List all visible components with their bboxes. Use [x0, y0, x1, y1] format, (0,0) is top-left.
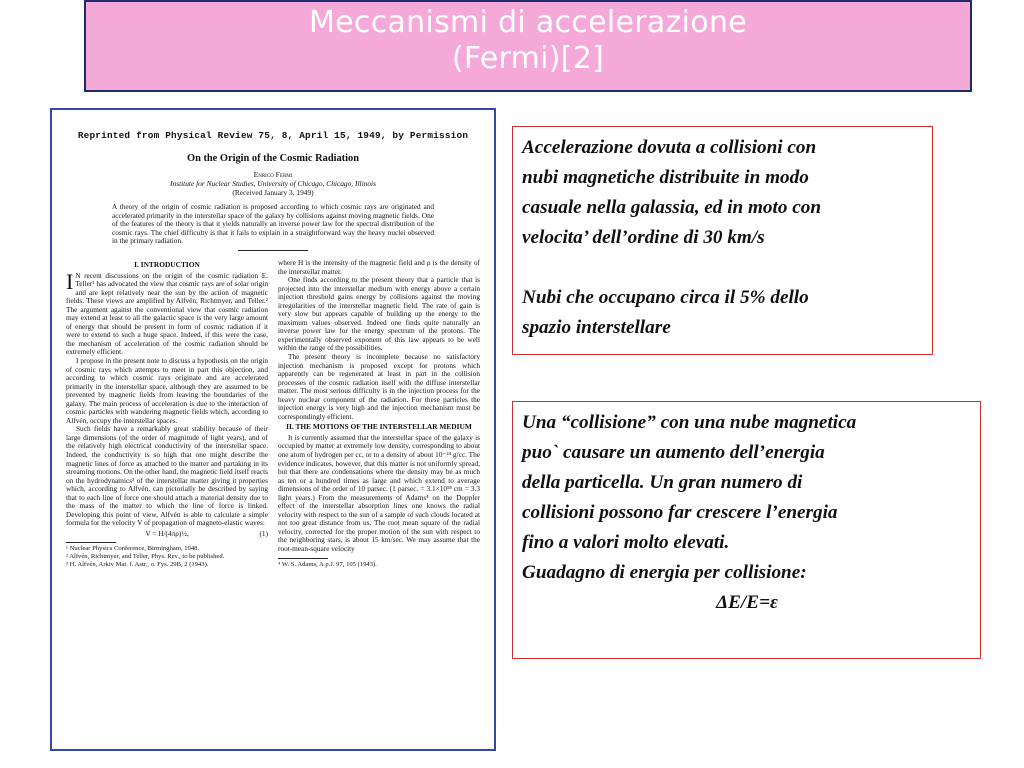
equation-text: V = H/(4πρ)½,	[145, 528, 189, 538]
note-line: nubi magnetiche distribuite in modo	[522, 167, 809, 188]
article-affiliation: Institute for Nuclear Studies, University of Chicago, Chicago, Illinois	[170, 179, 376, 188]
footnote: ³ H. Alfvén, Arkiv Mat. f. Astr., o. Fys. 29B, 2 (1943).	[66, 560, 209, 568]
note-box-acceleration	[512, 126, 933, 355]
note-line: casuale nella galassia, ed in moto con	[522, 197, 822, 218]
paragraph-text: N recent discussions on the origin of the cosmic radiation E. Teller¹ has advocated the view that cosmic rays are of solar origin and are kept relatively near the sun by the action of magnetic fields. These views are amplified by Alfvén, Richtmyer, and Teller.² The argument against the conventional view that cosmic radiation may extend at least to all the galactic space is the very large amount of energy that should be present in form of cosmic radiation if it were to extend to such a huge space. Indeed, if this were the case, the mechanism of acceleration of the cosmic radiation should be extremely efficient.	[66, 270, 268, 357]
note-line: collisioni possono far crescere l’energia	[522, 502, 838, 523]
footnote: ¹ Nuclear Physics Conference, Birmingham, 1948.	[66, 545, 200, 553]
note-line: fino a valori molto elevati.	[522, 532, 730, 553]
abstract-divider	[238, 250, 308, 251]
article-received-date: (Received January 3, 1949)	[232, 188, 314, 197]
article-paragraph: One finds according to the present theory that a particle that is projected into the interstellar medium with energy above a certain injection threshold gains energy by collisions against the moving irregularities of the interstellar magnetic field. The rate of gain is very slow but appears capable of building up the energy to the maximum values observed. Indeed one finds quite naturally an inverse power law for the energy spectrum of the protons. The experimentally observed exponent of this law appears to be well within the range of the possibilities.	[278, 275, 480, 353]
footnote: ² Alfvén, Richtmyer, and Teller, Phys. Rev., to be published.	[66, 553, 225, 561]
note-line: spazio interstellare	[522, 317, 671, 338]
note-line: Nubi che occupano circa il 5% dello	[522, 287, 809, 308]
note-line: Accelerazione dovuta a collisioni con	[522, 137, 817, 158]
equation-number: (1)	[259, 528, 268, 538]
article-abstract: A theory of the origin of cosmic radiation is proposed according to which cosmic rays are originated and accelerated primarily in the interstellar space of the galaxy by collisions against moving magnetic fields. One of the features of the theory is that it yields naturally an inverse power law for the spectral distribution of the cosmic rays. The chief difficulty is that it fails to explain in a straightforward way the heavy nuclei observed in the primary radiation.	[112, 202, 434, 246]
footnote-divider	[278, 558, 328, 559]
note-line: puo` causare un aumento dell’energia	[522, 442, 825, 463]
note-line: della particella. Un gran numero di	[522, 472, 803, 493]
note-box-collision	[512, 401, 981, 659]
article-right-column	[278, 259, 480, 568]
reprint-notice: Reprinted from Physical Review 75, 8, April 15, 1949, by Permission	[77, 130, 469, 141]
drop-cap: I	[66, 268, 74, 294]
article-paragraph: I propose in the present note to discuss a hypothesis on the origin of cosmic rays which attempts to meet in part this objection, and according to which cosmic rays originate and are accelerated primarily in the interstellar space, although they are assumed to be prevented by magnetic fields from leaving the boundaries of the galaxy. The main process of acceleration is due to the interaction of cosmic particles with wandering magnetic fields which, according to Alfvén, occupy the interstellar spaces.	[66, 355, 268, 425]
slide-title-line2: (Fermi)[2]	[451, 41, 605, 76]
article-paragraph: Such fields have a remarkably great stability because of their large dimensions (of the order of magnitude of light years), and of the relatively high electrical conductivity of the interstellar space. Indeed, the conductivity is so high that one might describe the magnetic lines of force as attached to the matter and partaking in its streaming motions. On the other hand, the magnetic field itself reacts on the hydrodynamics³ of the interstellar matter giving it properties which, according to Alfvén, can pictorially be described by saying that to each line of force one should attach a material density due to the mass of the matter to which the line of force is linked. Developing this point of view, Alfvén is able to calculate a simple formula for the velocity V of propagation of magneto-elastic waves:	[66, 424, 268, 528]
note-line: Guadagno di energia per collisione:	[522, 562, 807, 583]
article-paragraph: where H is the intensity of the magnetic field and ρ is the density of the interstellar matter.	[278, 257, 480, 276]
slide-title-bar	[84, 0, 972, 92]
article-left-column	[66, 259, 268, 568]
article-paragraph	[66, 268, 268, 357]
energy-gain-formula: ΔE/E=ε	[716, 592, 778, 613]
article-paragraph: The present theory is incomplete because no satisfactory injection mechanism is proposed except for protons which apparently can be regenerated at least in part in the collision processes of the cosmic radiation itself with the diffuse interstellar matter. The most serious difficulty is in the injection process for the heavy nuclear component of the radiation. For these particles the injection energy is very high and the injection mechanism must be correspondingly efficient.	[278, 351, 480, 421]
note-spacer	[522, 253, 924, 283]
scanned-article-page	[50, 108, 496, 751]
article-columns	[66, 259, 480, 568]
section-heading-introduction: I. INTRODUCTION	[134, 259, 200, 269]
note-line: velocita’ dell’ordine di 30 km/s	[522, 227, 765, 248]
footnote-divider	[66, 542, 116, 543]
article-title: On the Origin of the Cosmic Radiation	[186, 153, 360, 164]
article-paragraph: It is currently assumed that the interstellar space of the galaxy is occupied by matter at extremely low density, corresponding to about one atom of hydrogen per cc, or to a density of about 10⁻²⁴ g/cc. The evidence indicates, however, that this matter is not uniformly spread, but that there are condensations where the density may be as much as ten or a hundred times as large and which extend to average dimensions of the order of 10 parsec. (1 parsec. = 3.1×10¹⁸ cm = 3.3 light years.) From the measurements of Adams⁴ on the Doppler effect of the interstellar absorption lines one knows the radial velocity with respect to the sun of a sample of such clouds located at not too great distance from us. The root mean square of the radial velocity, corrected for the proper motion of the sun with respect to the neighboring stars, is about 15 km/sec. We may assume that the root-mean-square velocity	[278, 432, 480, 554]
note-line: Una “collisione” con una nube magnetica	[522, 412, 857, 433]
footnote: ⁴ W. S. Adams, A.p.J. 97, 105 (1943).	[278, 560, 377, 568]
equation-1	[66, 530, 268, 539]
slide-title-line1: Meccanismi di accelerazione	[308, 5, 748, 40]
section-heading-interstellar-medium: II. THE MOTIONS OF THE INTERSTELLAR MEDIUM	[286, 422, 472, 432]
article-author: Enrico Fermi	[253, 170, 293, 179]
